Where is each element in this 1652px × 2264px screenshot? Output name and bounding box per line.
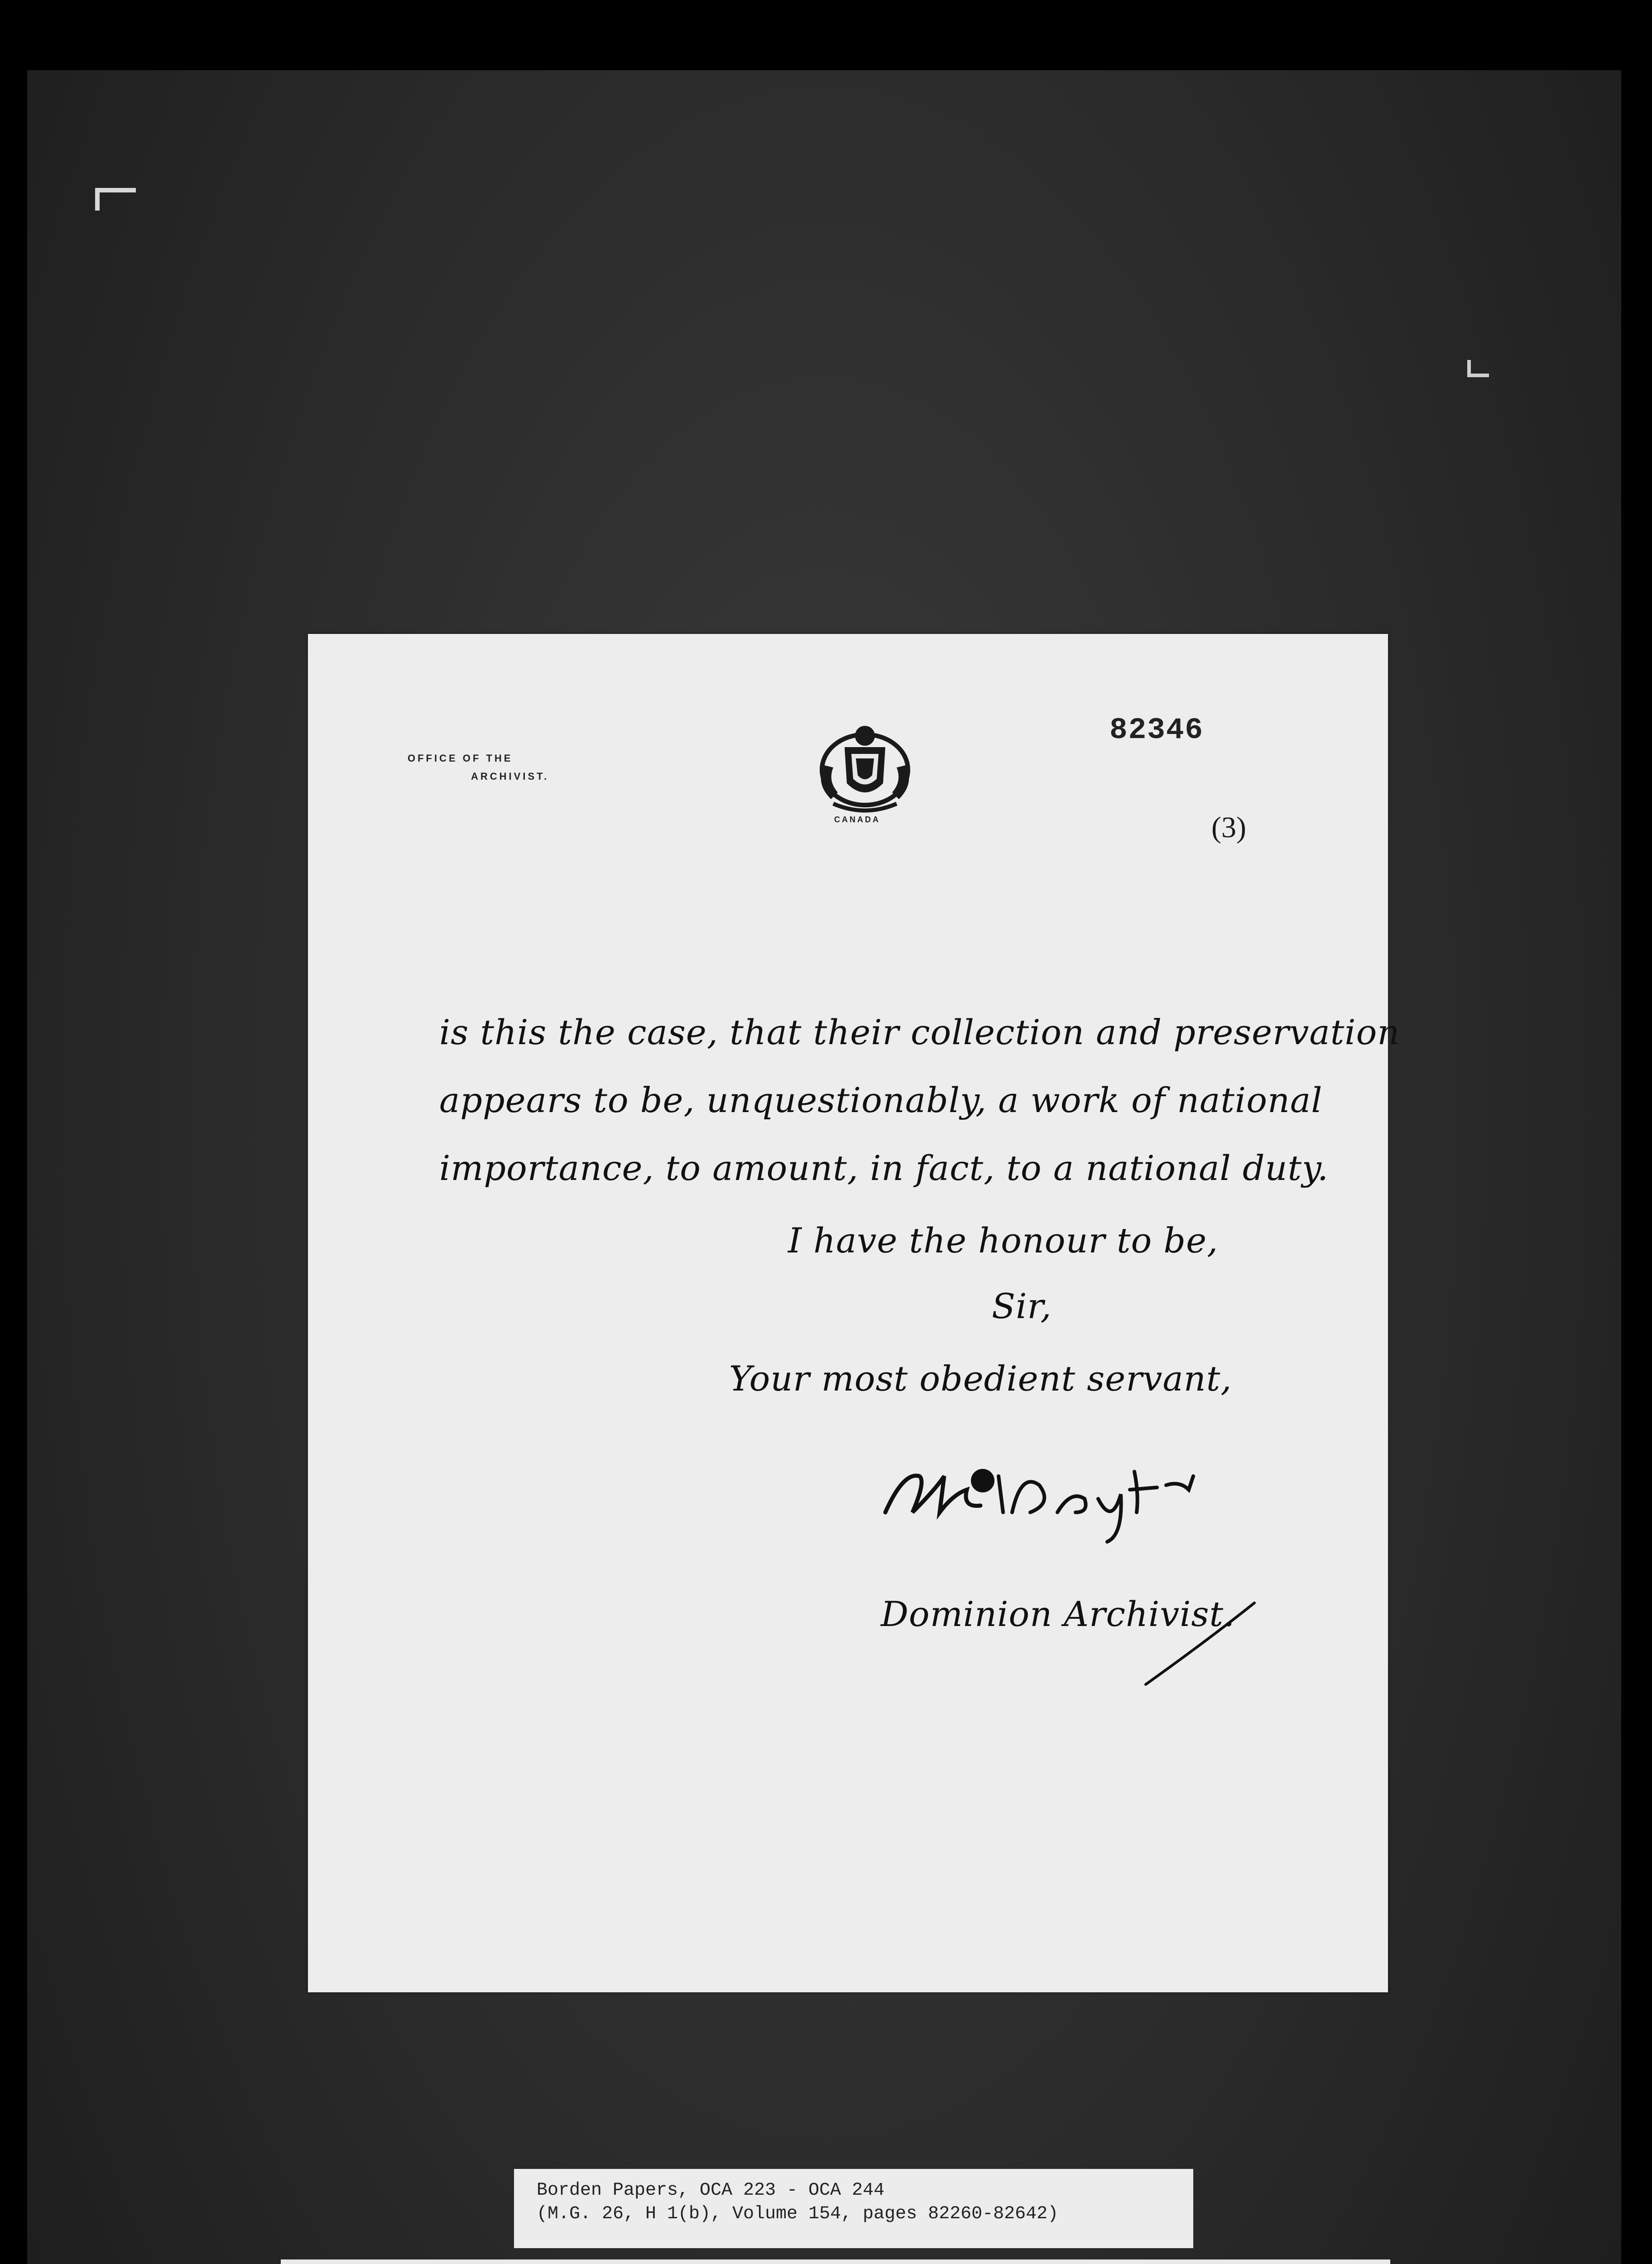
handwritten-signature [876,1444,1248,1544]
body-line-1: is this the case, that their collection and preservation [439,1012,1400,1052]
closing-line-2: Sir, [992,1286,1052,1326]
frame-side-mark [1467,360,1489,377]
crest-caption: CANADA [834,815,880,824]
reference-line-1: Borden Papers, OCA 223 - OCA 244 [537,2180,885,2201]
document-number: 82346 [1109,713,1204,747]
letterhead-office [408,749,549,786]
page-marker: (3) [1211,811,1246,844]
closing-line-1: I have the honour to be, [788,1220,1219,1261]
signer-title: Dominion Archivist. [881,1594,1235,1634]
signature-flourish [1128,1598,1263,1689]
reference-line-2: (M.G. 26, H 1(b), Volume 154, pages 82260-82642) [537,2204,1059,2224]
archives-stamp [281,2259,1390,2264]
office-line-2: ARCHIVIST. [471,771,549,782]
frame-corner-mark [95,188,136,211]
body-line-3: importance, to amount, in fact, to a national duty. [439,1148,1329,1188]
office-line-1: OFFICE OF THE [408,753,513,764]
closing-line-3: Your most obedient servant, [729,1358,1232,1399]
reference-label [514,2169,1193,2248]
letter-page [308,634,1400,1992]
body-line-2: appears to be, unquestionably, a work of national [439,1080,1323,1120]
